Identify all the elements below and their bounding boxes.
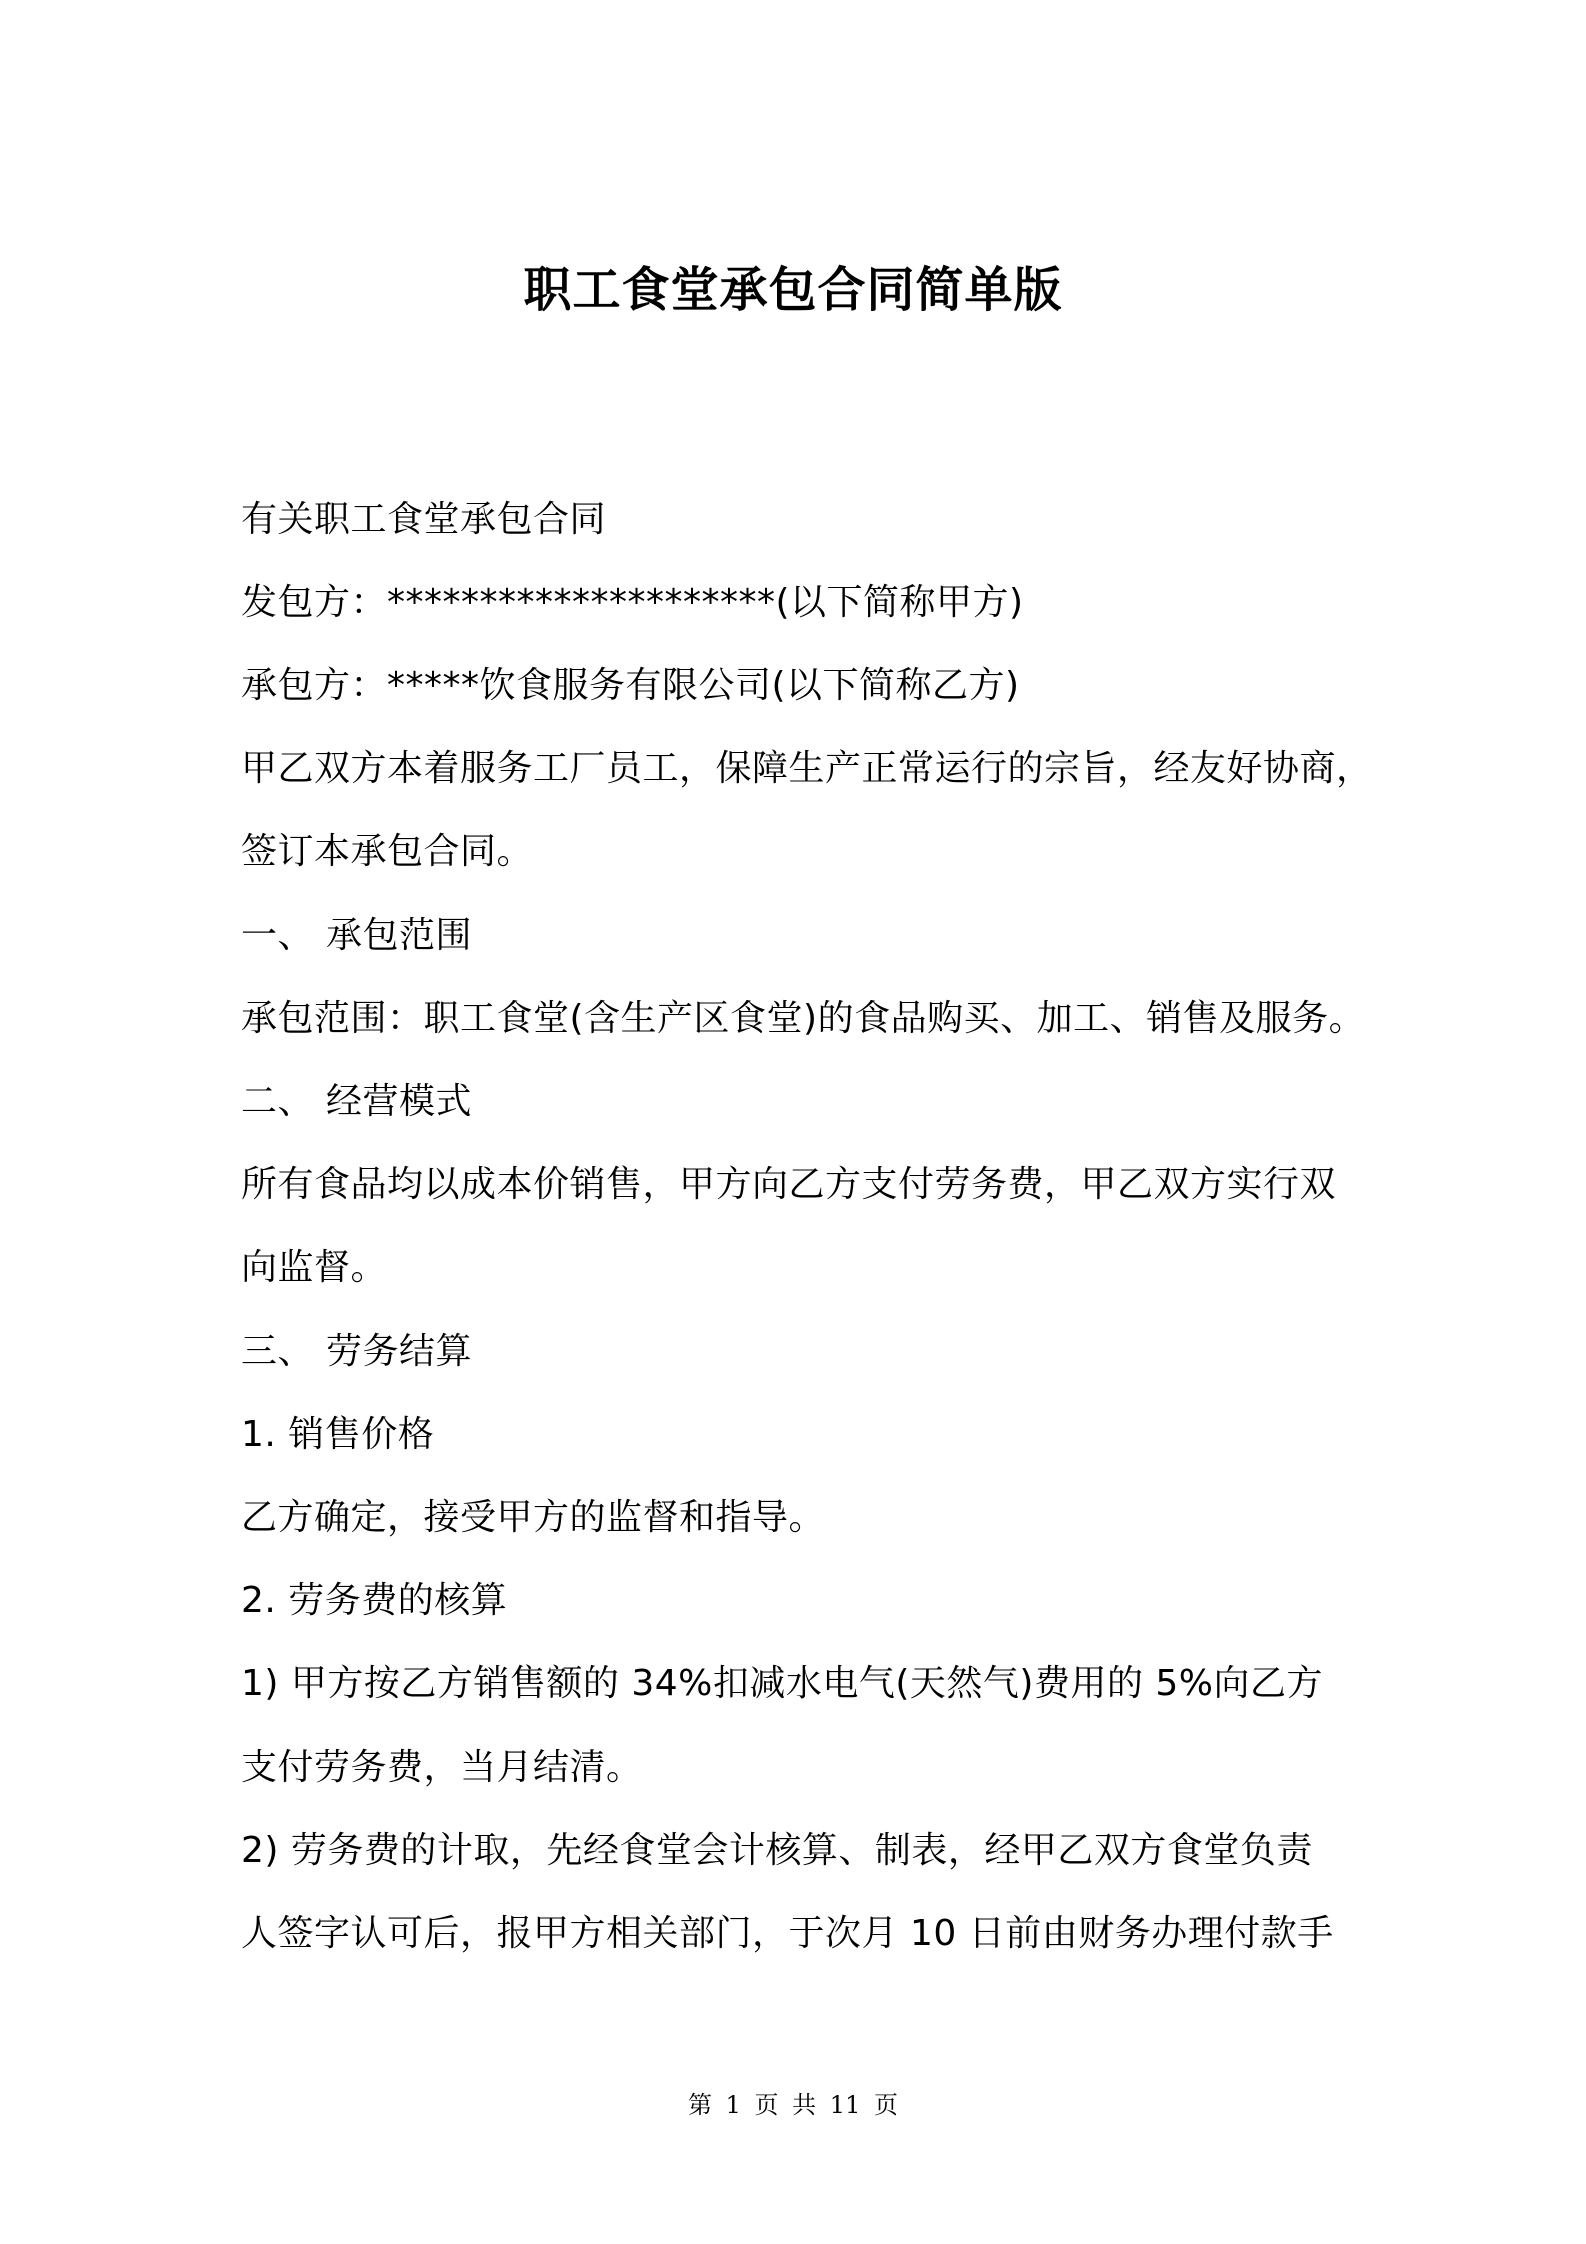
body-line: 发包方：*********************(以下简称甲方) <box>241 582 1024 623</box>
section-heading: 三、 劳务结算 <box>241 1331 472 1372</box>
body-line: 甲乙双方本着服务工厂员工，保障生产正常运行的宗旨，经友好协商， <box>241 748 1373 789</box>
document-title: 职工食堂承包合同简单版 <box>523 262 1063 318</box>
body-line: 1) 甲方按乙方销售额的 34%扣减水电气(天然气)费用的 5%向乙方 <box>241 1663 1323 1704</box>
body-line: 2) 劳务费的计取，先经食堂会计核算、制表，经甲乙双方食堂负责 <box>241 1830 1313 1871</box>
subsection-heading: 2. 劳务费的核算 <box>241 1580 508 1621</box>
body-line: 承包方：*****饮食服务有限公司(以下简称乙方) <box>241 665 1020 706</box>
subsection-heading: 1. 销售价格 <box>241 1414 435 1455</box>
body-line: 乙方确定，接受甲方的监督和指导。 <box>241 1497 826 1538</box>
section-heading: 二、 经营模式 <box>241 1081 472 1122</box>
section-heading: 一、 承包范围 <box>241 915 472 956</box>
body-line: 人签字认可后，报甲方相关部门，于次月 10 日前由财务办理付款手 <box>241 1913 1334 1954</box>
body-line: 签订本承包合同。 <box>241 831 534 872</box>
body-line: 向监督。 <box>241 1247 388 1288</box>
page-number-footer: 第 1 页 共 11 页 <box>688 2091 898 2119</box>
body-line: 有关职工食堂承包合同 <box>241 499 607 540</box>
body-line: 支付劳务费，当月结清。 <box>241 1747 643 1788</box>
body-line: 承包范围：职工食堂(含生产区食堂)的食品购买、加工、销售及服务。 <box>241 998 1366 1039</box>
body-line: 所有食品均以成本价销售，甲方向乙方支付劳务费，甲乙双方实行双 <box>241 1164 1337 1205</box>
